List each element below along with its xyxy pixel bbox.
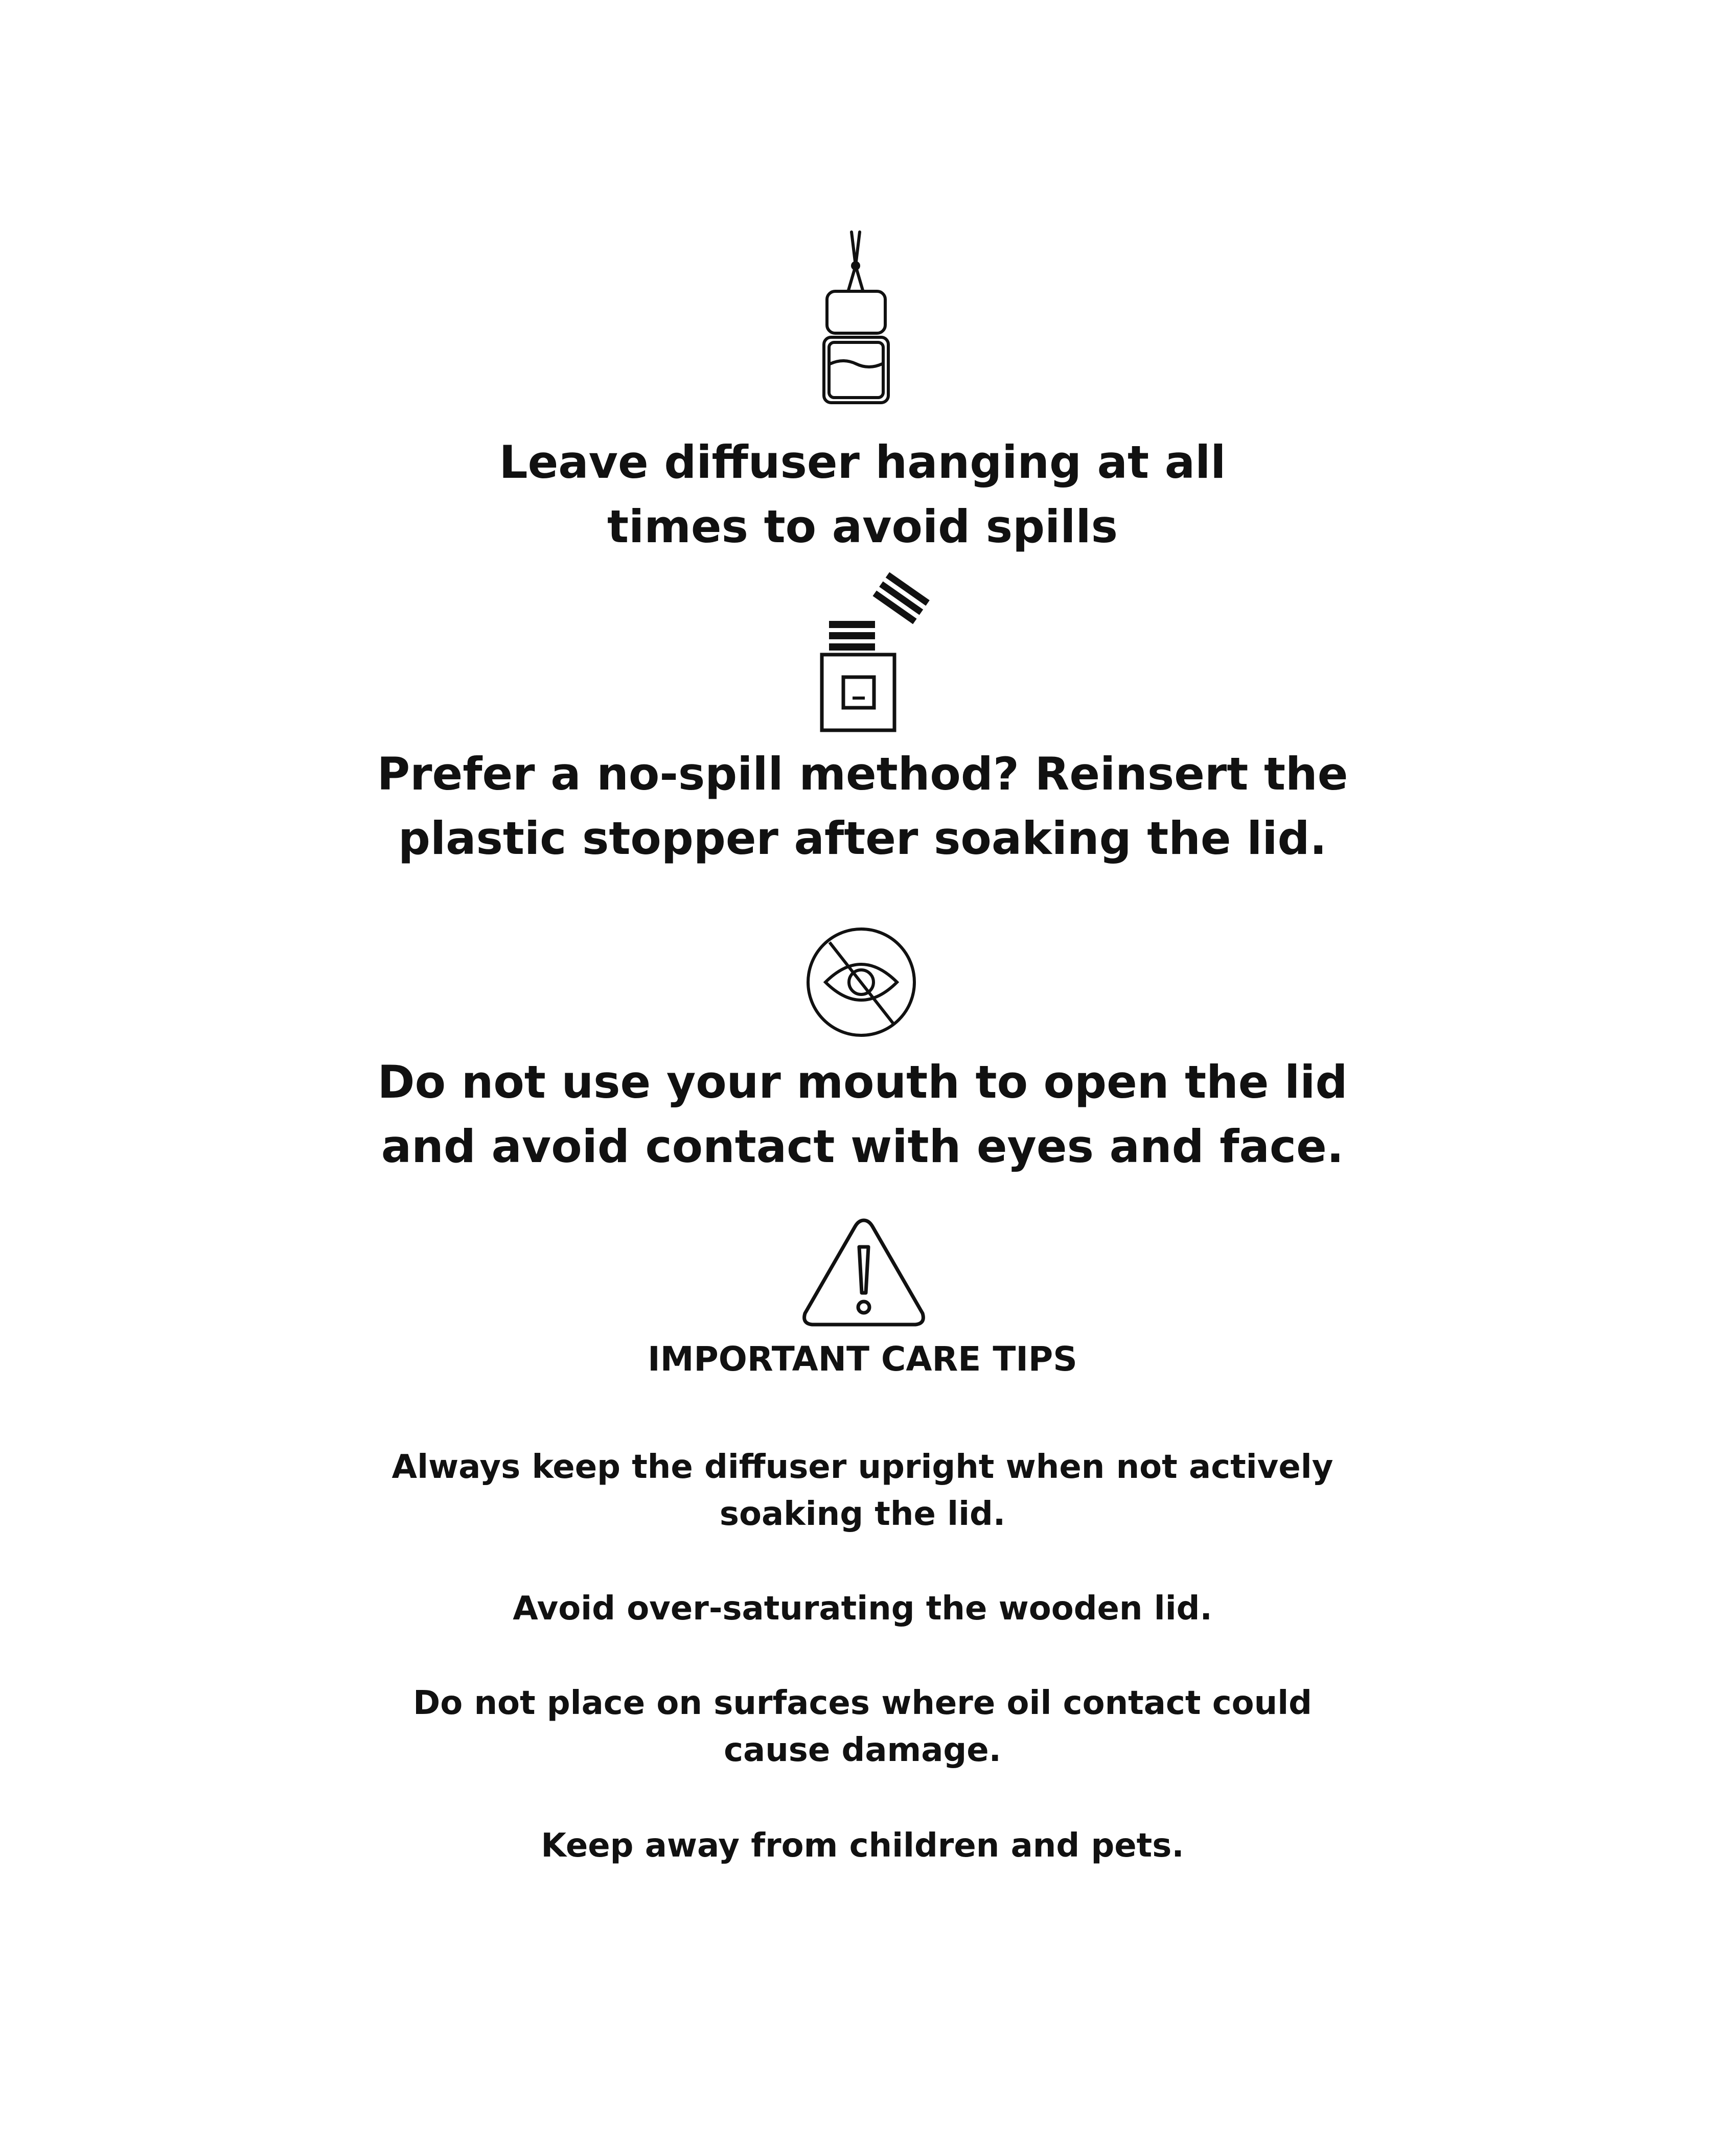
hanging-diffuser-icon	[813, 230, 900, 409]
care-tip-children-pets	[0, 1822, 1725, 1869]
headline-line: times to avoid spills	[607, 500, 1118, 553]
no-eye-contact-icon	[805, 926, 917, 1038]
tip-line: soaking the lid.	[719, 1495, 1006, 1533]
warning-icon	[800, 1216, 928, 1329]
headline-line: Do not use your mouth to open the lid	[377, 1056, 1348, 1108]
hanging-instruction-text	[0, 430, 1725, 559]
bottle-stopper-icon	[818, 570, 940, 733]
care-tips-title: IMPORTANT CARE TIPS	[648, 1339, 1077, 1379]
tip-line: Avoid over-saturating the wooden lid.	[513, 1590, 1212, 1628]
headline-line: Prefer a no-spill method? Reinsert the	[377, 748, 1348, 800]
headline-line: plastic stopper after soaking the lid.	[398, 812, 1327, 865]
mouth-eyes-warning-text	[0, 1050, 1725, 1179]
care-tip-surfaces	[0, 1680, 1725, 1774]
tip-line: cause damage.	[724, 1731, 1001, 1769]
tip-line: Do not place on surfaces where oil contact could	[413, 1684, 1312, 1722]
care-tip-saturation	[0, 1585, 1725, 1632]
headline-line: and avoid contact with eyes and face.	[381, 1120, 1344, 1173]
tip-line: Keep away from children and pets.	[541, 1827, 1184, 1865]
stopper-instruction-text	[0, 742, 1725, 871]
headline-line: Leave diffuser hanging at all	[499, 436, 1226, 489]
tip-line: Always keep the diffuser upright when not actively	[392, 1448, 1333, 1486]
care-tip-upright	[0, 1444, 1725, 1538]
